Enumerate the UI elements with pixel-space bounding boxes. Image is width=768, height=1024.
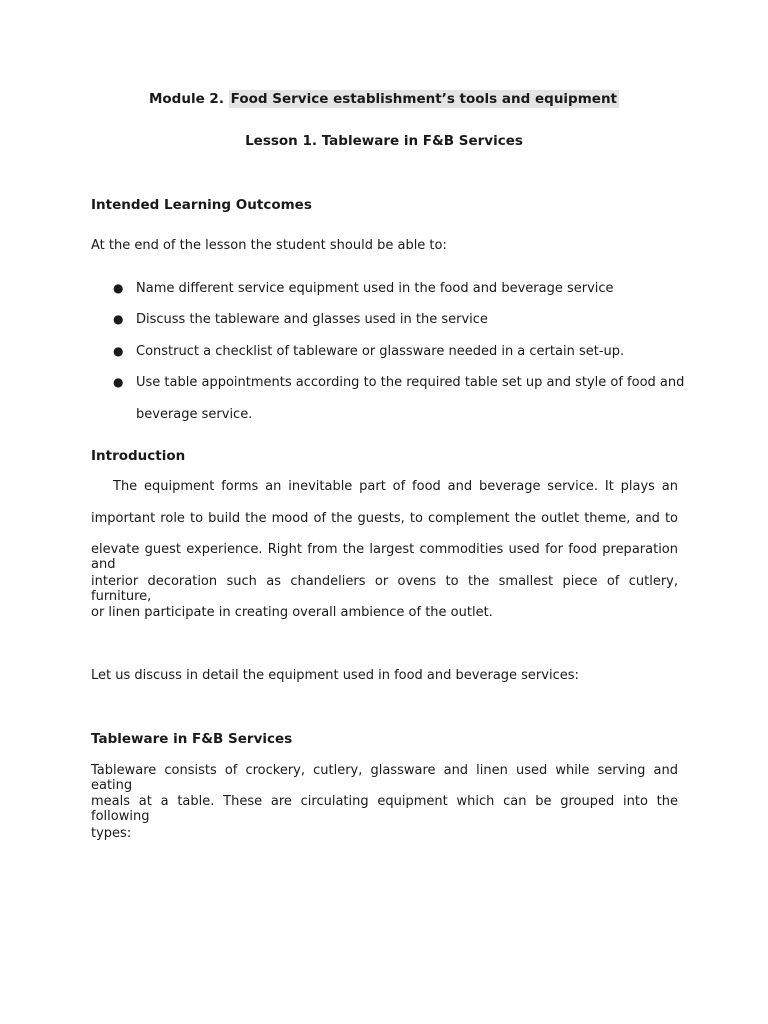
bullet-icon: ● <box>113 281 124 295</box>
introduction-line: important role to build the mood of the guests, to complement the outlet theme, and to <box>91 511 678 526</box>
module-title <box>0 91 768 107</box>
introduction-heading: Introduction <box>91 448 186 464</box>
tableware-line: meals at a table. These are circulating equipment which can be grouped into the following <box>91 794 678 824</box>
tableware-line: types: <box>91 826 132 841</box>
introduction-line: The equipment forms an inevitable part of food and beverage service. It plays an <box>113 479 678 494</box>
lesson-title: Lesson 1. Tableware in F&B Services <box>245 133 523 149</box>
tableware-heading: Tableware in F&B Services <box>91 731 293 747</box>
tableware-line: Tableware consists of crockery, cutlery, glassware and linen used while serving and eating <box>91 763 678 793</box>
module-prefix: Module 2. <box>148 91 229 107</box>
introduction-line: elevate guest experience. Right from the largest commodities used for food preparation and <box>91 542 678 572</box>
bullet-icon: ● <box>113 375 124 389</box>
bullet-icon: ● <box>113 312 124 326</box>
outcome-item: Construct a checklist of tableware or glassware needed in a certain set-up. <box>136 344 625 359</box>
outcome-item: Use table appointments according to the required table set up and style of food and <box>136 375 685 390</box>
outcomes-intro: At the end of the lesson the student should be able to: <box>91 238 447 253</box>
outcome-item: Name different service equipment used in the food and beverage service <box>136 281 614 296</box>
outcome-item: Discuss the tableware and glasses used in the service <box>136 312 488 327</box>
discuss-line: Let us discuss in detail the equipment used in food and beverage services: <box>91 668 579 683</box>
outcomes-heading: Intended Learning Outcomes <box>91 197 312 213</box>
introduction-line: interior decoration such as chandeliers or ovens to the smallest piece of cutlery, furniture, <box>91 574 678 604</box>
introduction-line: or linen participate in creating overall ambience of the outlet. <box>91 605 493 620</box>
outcome-item-continued: beverage service. <box>136 407 253 422</box>
bullet-icon: ● <box>113 344 124 358</box>
module-title-highlight: Food Service establishment’s tools and equipment <box>230 91 618 107</box>
